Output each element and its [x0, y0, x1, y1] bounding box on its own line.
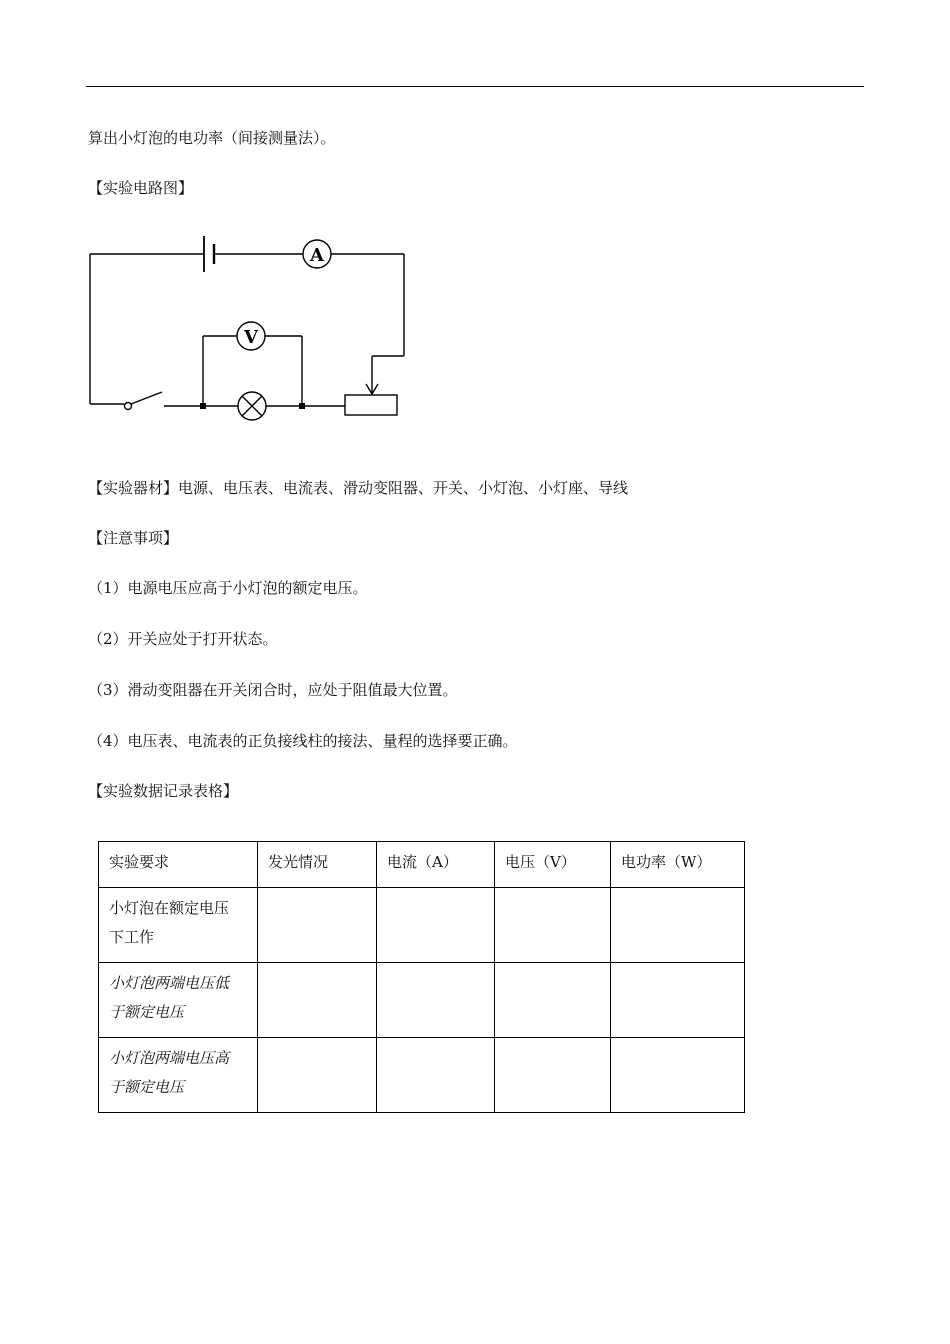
current-cell — [377, 963, 495, 1038]
circuit-heading: 【实验电路图】 — [88, 179, 194, 197]
header-cell: 实验要求 — [99, 842, 258, 888]
junction-right — [299, 403, 305, 409]
header-cell: 电功率（W） — [611, 842, 745, 888]
header-rule — [86, 86, 864, 87]
ammeter-label: A — [310, 245, 324, 266]
data-record-table — [98, 841, 745, 1113]
circuit-diagram — [80, 228, 420, 428]
note-item: （3）滑动变阻器在开关闭合时，应处于阻值最大位置。 — [88, 681, 458, 699]
voltage-cell — [495, 888, 611, 963]
requirement-line: 于额定电压 — [109, 1003, 185, 1021]
voltage-cell — [495, 963, 611, 1038]
header-cell: 电压（V） — [495, 842, 611, 888]
current-cell — [377, 1038, 495, 1113]
luminance-cell — [258, 963, 377, 1038]
header-cell: 发光情况 — [258, 842, 377, 888]
note-item: （2）开关应处于打开状态。 — [88, 630, 278, 648]
table-row — [99, 888, 745, 963]
requirement-line: 小灯泡在额定电压 — [109, 899, 230, 917]
requirement-cell — [99, 963, 258, 1038]
table-heading: 【实验数据记录表格】 — [88, 782, 239, 800]
requirement-line: 下工作 — [109, 928, 155, 946]
note-item: （1）电源电压应高于小灯泡的额定电压。 — [88, 579, 368, 597]
power-cell — [611, 963, 745, 1038]
note-item: （4）电压表、电流表的正负接线柱的接法、量程的选择要正确。 — [88, 732, 518, 750]
rheostat-box — [345, 395, 397, 415]
requirement-line: 于额定电压 — [109, 1078, 185, 1096]
materials-heading: 【实验器材】 — [88, 479, 179, 497]
header-cell: 电流（A） — [377, 842, 495, 888]
requirement-cell — [99, 888, 258, 963]
materials-items: 电源、电压表、电流表、滑动变阻器、开关、小灯泡、小灯座、导线 — [178, 479, 629, 497]
luminance-cell — [258, 888, 377, 963]
table-row — [99, 963, 745, 1038]
voltmeter-label: V — [244, 327, 258, 348]
current-cell — [377, 888, 495, 963]
power-cell — [611, 1038, 745, 1113]
voltage-cell — [495, 1038, 611, 1113]
power-cell — [611, 888, 745, 963]
junction-left — [200, 403, 206, 409]
materials-line — [88, 478, 628, 498]
switch-lever — [131, 392, 162, 404]
table-row — [99, 1038, 745, 1113]
intro-text: 算出小灯泡的电功率（间接测量法）。 — [88, 129, 336, 147]
requirement-cell — [99, 1038, 258, 1113]
switch-pivot — [125, 403, 132, 410]
requirement-line: 小灯泡两端电压高 — [109, 1049, 230, 1067]
requirement-line: 小灯泡两端电压低 — [109, 974, 230, 992]
notes-heading: 【注意事项】 — [88, 529, 179, 547]
table-header-row — [99, 842, 745, 888]
luminance-cell — [258, 1038, 377, 1113]
